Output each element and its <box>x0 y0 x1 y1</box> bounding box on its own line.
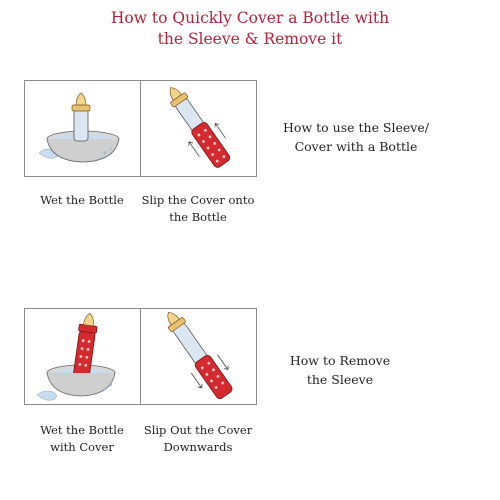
bottle-in-bowl-illustration <box>25 81 140 176</box>
heading-line-2: Cover with a Bottle <box>294 139 418 154</box>
caption-line-2: the Bottle <box>169 210 227 224</box>
covered-bottle-in-bowl-illustration <box>25 309 140 404</box>
caption-line-2: Downwards <box>163 440 233 454</box>
step-wet-bottle-with-cover-panel <box>24 308 141 405</box>
slip-cover-off-illustration <box>141 309 256 404</box>
caption-line-1: Slip the Cover onto <box>141 193 255 207</box>
heading-line-1: How to Remove <box>289 353 391 368</box>
title-line-1: How to Quickly Cover a Bottle with <box>110 9 390 27</box>
heading-line-2: the Sleeve <box>306 372 374 387</box>
step-wet-bottle-caption <box>22 192 142 209</box>
step-slip-cover-caption <box>138 192 258 226</box>
use-sleeve-heading <box>276 118 436 156</box>
step-wet-bottle-panel <box>24 80 141 177</box>
caption-line-1: Slip Out the Cover <box>143 423 253 437</box>
title-line-2: the Sleeve & Remove it <box>157 30 343 48</box>
remove-sleeve-heading <box>260 351 420 389</box>
caption-line-1: Wet the Bottle <box>40 193 124 207</box>
step-slip-out-cover-caption <box>138 422 258 456</box>
caption-line-1: Wet the Bottle <box>40 423 124 437</box>
step-slip-cover-panel <box>140 80 257 177</box>
caption-line-2: with Cover <box>50 440 114 454</box>
step-slip-out-cover-panel <box>140 308 257 405</box>
page-title <box>0 8 500 50</box>
step-wet-bottle-with-cover-caption <box>22 422 142 456</box>
slip-cover-on-illustration <box>141 81 256 176</box>
heading-line-1: How to use the Sleeve/ <box>283 120 429 135</box>
